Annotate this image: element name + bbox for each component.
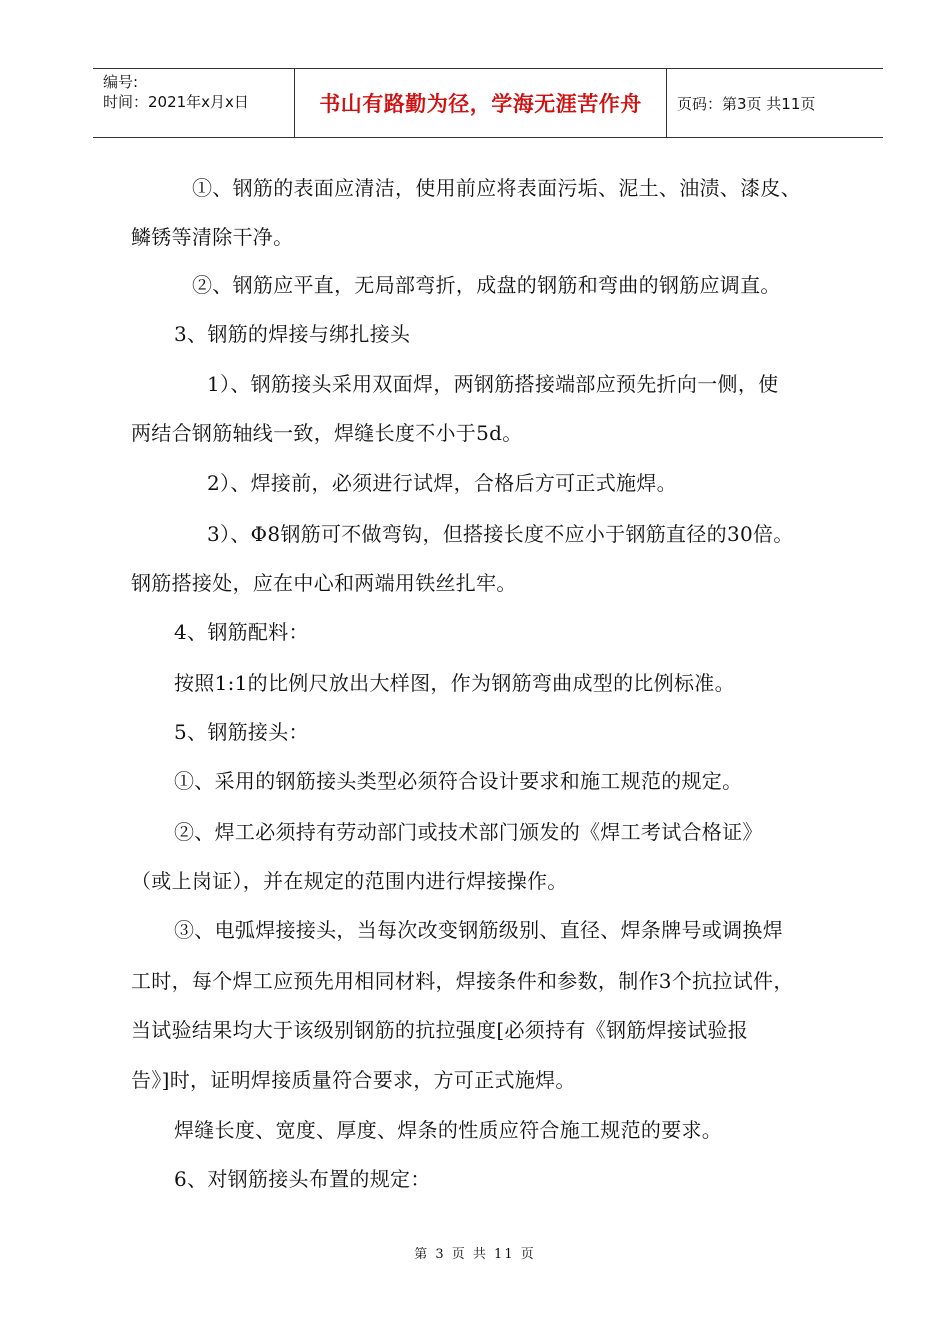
paragraph [131,261,922,310]
paragraph-continuation [131,1006,861,1055]
paragraph [131,659,904,708]
header-page-label: 页码：第3页 共11页 [677,94,816,113]
paragraph-line: ③、电弧焊接接头，当每次改变钢筋级别、直径、焊条牌号或调换焊 [174,918,783,942]
paragraph-line: 工时，每个焊工应预先用相同材料，焊接条件和参数，制作3个抗拉试件， [131,969,794,993]
paragraph-line: 3）、Φ8钢筋可不做弯钩，但搭接长度不应小于钢筋直径的30倍。 [207,522,794,546]
paragraph-line: 按照1:1的比例尺放出大样图，作为钢筋弯曲成型的比例标准。 [174,671,735,695]
paragraph-line: 两结合钢筋轴线一致，焊缝长度不小于5d。 [131,421,523,445]
section-heading-text: 6、对钢筋接头布置的规定： [174,1167,431,1191]
section-heading [131,608,904,657]
paragraph [131,1106,904,1155]
paragraph-line: 焊缝长度、宽度、厚度、焊条的性质应符合施工规范的要求。 [174,1118,723,1142]
time-label: 时间：2021年x月x日 [103,93,249,111]
section-heading-text: 4、钢筋配料： [174,620,309,644]
paragraph [131,510,937,559]
paragraph-line: ②、焊工必须持有劳动部门或技术部门颁发的《焊工考试合格证》 [174,820,763,844]
paragraph-continuation [131,409,861,458]
paragraph [131,360,937,409]
paragraph-continuation [131,857,861,906]
paragraph-line: 钢筋搭接处，应在中心和两端用铁丝扎牢。 [131,571,517,595]
paragraph-continuation [131,957,861,1006]
paragraph-line: 当试验结果均大于该级别钢筋的抗拉强度[必须持有《钢筋焊接试验报 [131,1018,749,1042]
paragraph [131,459,937,508]
section-heading [131,1155,904,1204]
section-heading [131,708,904,757]
paragraph-line: （或上岗证），并在规定的范围内进行焊接操作。 [131,869,568,893]
paragraph-line: ②、钢筋应平直，无局部弯折，成盘的钢筋和弯曲的钢筋应调直。 [192,273,781,297]
paragraph-line: 2）、焊接前，必须进行试焊，合格后方可正式施焊。 [207,471,677,495]
paragraph-line: ①、钢筋的表面应清洁，使用前应将表面污垢、泥土、油渍、漆皮、 [192,176,801,200]
header-meta [93,69,295,137]
paragraph [131,906,904,955]
paragraph-continuation [131,213,861,262]
paragraph-line: 鳞锈等清除干净。 [131,225,294,249]
page-footer: 第 3 页 共 11 页 [414,1247,536,1262]
paragraph [131,808,904,857]
header-motto: 书山有路勤为径，学海无涯苦作舟 [295,69,667,137]
section-heading-text: 5、钢筋接头： [174,720,309,744]
section-heading [131,310,904,359]
number-label: 编号: [103,73,139,91]
paragraph-continuation [131,559,861,608]
paragraph-line: 告》]时，证明焊接质量符合要求，方可正式施焊。 [131,1068,576,1092]
paragraph-continuation [131,1056,861,1105]
section-heading-text: 3、钢筋的焊接与绑扎接头 [174,322,411,346]
paragraph-line: ①、采用的钢筋接头类型必须符合设计要求和施工规范的规定。 [174,769,743,793]
paragraph [131,164,861,213]
paragraph-line: 1）、钢筋接头采用双面焊，两钢筋搭接端部应预先折向一侧，使 [207,372,779,396]
page-header [93,68,883,138]
paragraph [131,757,904,806]
